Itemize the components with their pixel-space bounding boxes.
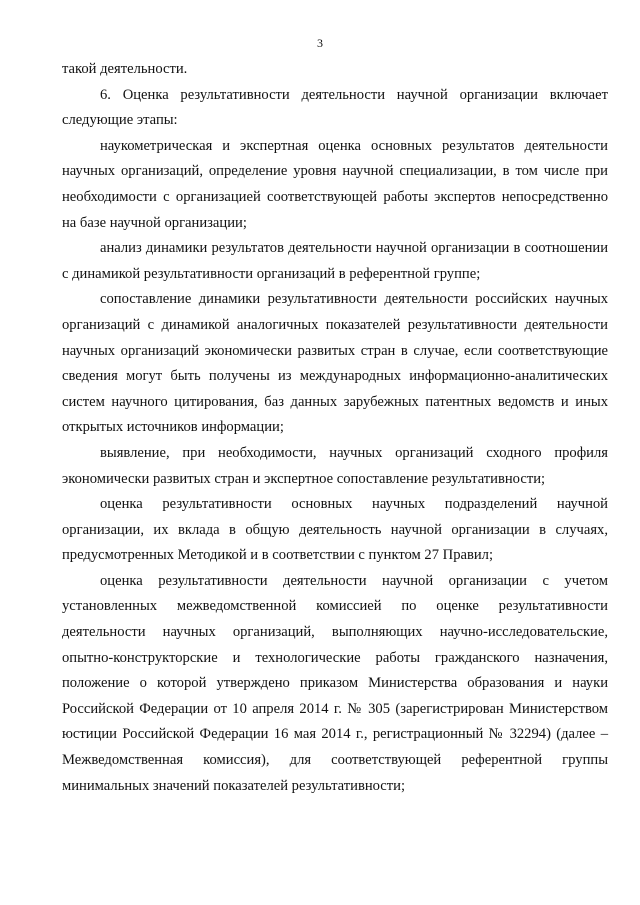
document-body bbox=[62, 57, 608, 799]
paragraph-commission-minimum-values: оценка результативности деятельности научной организации с учетом установленных межведомственной комиссией по оценке результативности деятельности научных организаций, выполняющих научно-исследовательские, опытно-конструкторские и технологические работы гражданского назначения, положение о которой утверждено приказом Министерства образования и науки Российской Федерации от 10 апреля 2014 г. № 305 (зарегистрирован Министерством юстиции Российской Федерации 16 мая 2014 г., регистрационный № 32294) (далее – Межведомственная комиссия), для соответствующей референтной группы минимальных значений показателей результативности; bbox=[62, 572, 608, 794]
page-number: 3 bbox=[317, 36, 323, 50]
paragraph-subdivision-assessment: оценка результативности основных научных подразделений научной организации, их вклада в общую деятельность научной организации в случаях, предусмотренных Методикой и в соответствии с пунктом 27 Правил; bbox=[62, 496, 608, 564]
paragraph-dynamics-analysis: анализ динамики результатов деятельности научной организации в соотношении с динамикой результативности организаций в референтной группе; bbox=[62, 240, 608, 282]
paragraph-international-comparison: сопоставление динамики результативности деятельности российских научных организаций с динамикой аналогичных показателей результативности деятельности научных организаций экономически развитых стран в случае, если соответствующие сведения могут быть получены из международных информационно-аналитических систем научного цитирования, баз данных зарубежных патентных ведомств и иных открытых источников информации; bbox=[62, 291, 608, 436]
paragraph-similar-profile-identification: выявление, при необходимости, научных организаций сходного профиля экономически развитых стран и экспертное сопоставление результативности; bbox=[62, 444, 608, 487]
paragraph-evaluation-stages: 6. Оценка результативности деятельности научной организации включает следующие этапы: bbox=[62, 86, 608, 129]
paragraph-continuation: такой деятельности. bbox=[62, 61, 188, 77]
paragraph-scientometric-assessment: наукометрическая и экспертная оценка основных результатов деятельности научных организаций, определение уровня научной специализации, в том числе при необходимости с организацией соответствующей работы экспертов непосредственно на базе научной организации; bbox=[62, 137, 608, 231]
